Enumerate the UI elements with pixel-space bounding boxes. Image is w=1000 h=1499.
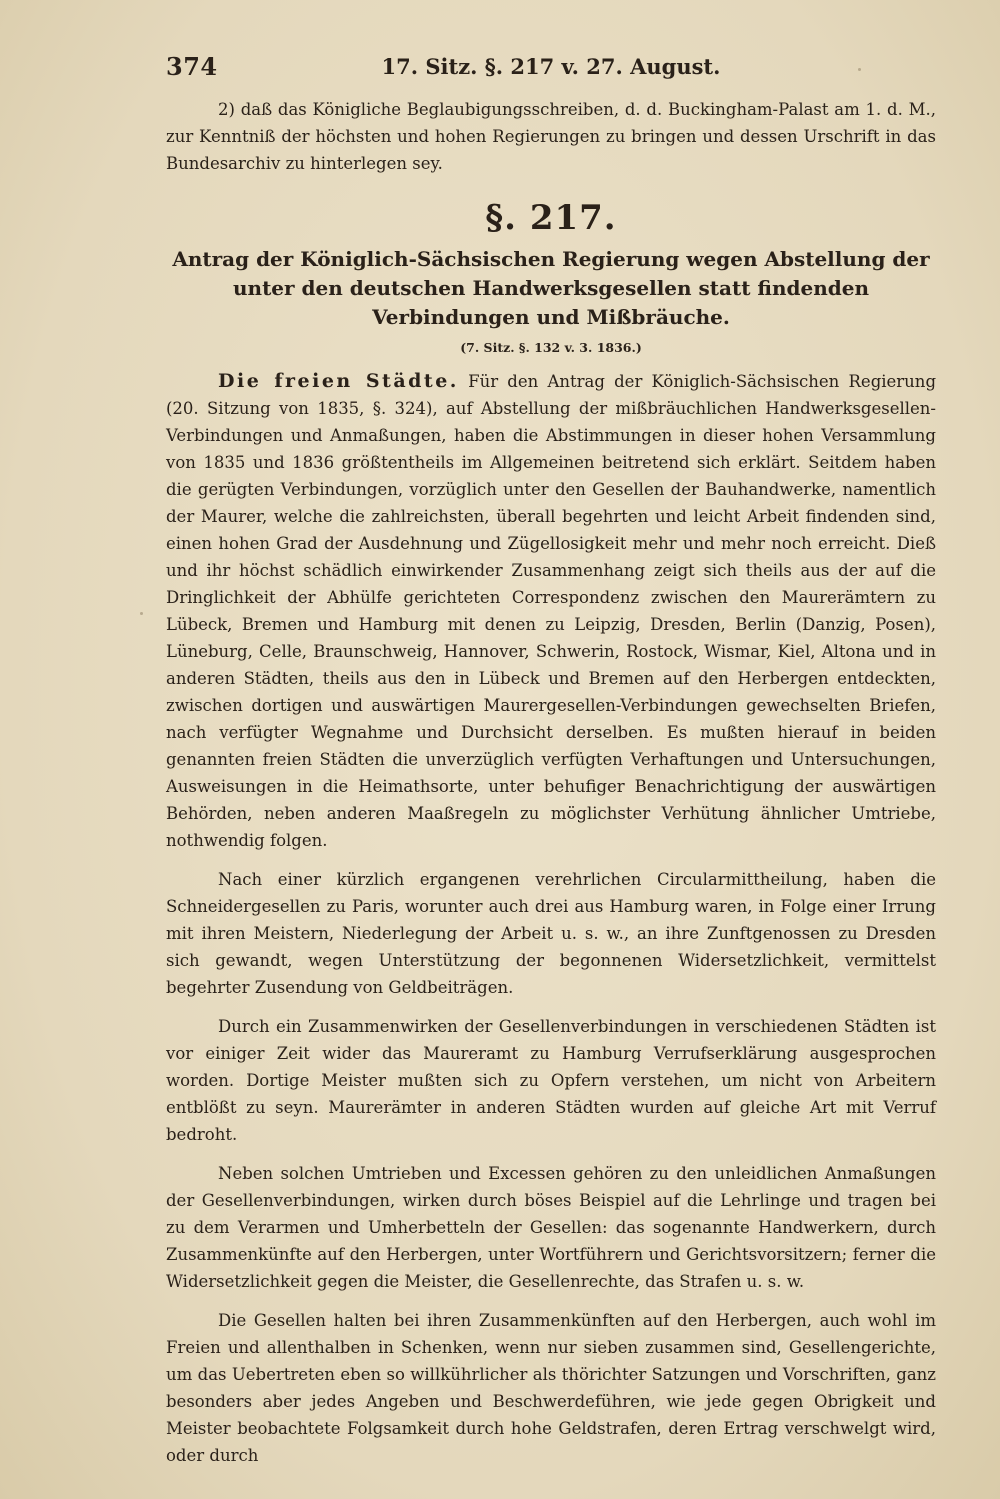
paragraph-5: Die Gesellen halten bei ihren Zusammenkünften auf den Herbergen, auch wohl im Freien und allenthalben in Schenken, wenn nur sieben zusammen sind, Gesellengerichte, um das Uebertreten eben so willkührlicher als thörichter Satzungen und Vorschriften, ganz besonders aber jedes Angeben und Beschwerdeführen, wie jede gegen Obrigkeit und Meister beobachtete Folgsamkeit durch hohe Geldstrafen, deren Ertrag verschwelgt wird, oder durch bbox=[166, 1311, 936, 1465]
paragraph-2: Nach einer kürzlich ergangenen verehrlichen Circularmittheilung, haben die Schneidergesellen zu Paris, worunter auch drei aus Hamburg waren, in Folge einer Irrung mit ihren Meistern, Niederlegung der Arbeit u. s. w., an ihre Zunftgenossen zu Dresden sich gewandt, wegen Unterstützung der begonnenen Widersetzlichkeit, vermittelst begehrter Zusendung von Geldbeiträgen. bbox=[166, 870, 936, 997]
paragraph-1 bbox=[166, 368, 936, 854]
running-head: 17. Sitz. §. 217 v. 27. August. bbox=[381, 54, 721, 79]
page-header bbox=[166, 52, 936, 82]
paragraph-4: Neben solchen Umtrieben und Excessen gehören zu den unleidlichen Anmaßungen der Gesellenverbindungen, wirken durch böses Beispiel auf die Lehrlinge und tragen bei zu dem Verarmen und Umherbetteln der Gesellen: das sogenannte Handwerkern, durch Zusammenkünfte auf den Herbergen, unter Wortführern und Gerichtsvorsitzern; ferner die Widersetzlichkeit gegen die Meister, die Gesellenrechte, das Strafen u. s. w. bbox=[166, 1164, 936, 1291]
continuation-paragraph: 2) daß das Königliche Beglaubigungsschreiben, d. d. Buckingham-Palast am 1. d. M., zur Kenntniß der höchsten und hohen Regierungen zu bringen und dessen Urschrift in das Bundesarchiv zu hinterlegen sey. bbox=[166, 100, 936, 173]
section-heading: Antrag der Königlich-Sächsischen Regierung wegen Abstellung der unter den deutschen Handwerksgesellen statt findenden Verbindungen und Mißbräuche. bbox=[172, 247, 930, 329]
section-number: §. 217. bbox=[485, 198, 617, 238]
paragraph-1-text: Für den Antrag der Königlich-Sächsischen Regierung (20. Sitzung von 1835, §. 324), auf Abstellung der mißbräuchlichen Handwerksgesellen-Verbindungen und Anmaßungen, haben die Abstimmungen in dieser hohen Versammlung von 1835 und 1836 größtentheils im Allgemeinen beitretend sich erklärt. Seitdem haben die gerügten Verbindungen, vorzüglich unter den Gesellen der Bauhandwerke, namentlich der Maurer, welche die zahlreichsten, überall begehrten und leicht Arbeit findenden sind, einen hohen Grad der Ausdehnung und Zügellosigkeit mehr und mehr noch erreicht. Dieß und ihr höchst schädlich einwirkender Zusammenhang zeigt sich theils aus der auf die Dringlichkeit der Abhülfe gerichteten Correspondenz zwischen den Maurerämtern zu Lübeck, Bremen und Hamburg mit denen zu Leipzig, Dresden, Berlin (Danzig, Posen), Lüneburg, Celle, Braunschweig, Hannover, Schwerin, Rostock, Wismar, Kiel, Altona und in anderen Städten, theils aus den in Lübeck und Bremen auf den Herbergen entdeckten, zwischen dortigen und auswärtigen Maurergesellen-Verbindungen gewechselten Briefen, nach verfügter Wegnahme und Durchsicht derselben. Es mußten hierauf in beiden genannten freien Städten die unverzüglich verfügten Verhaftungen und Untersuchungen, Ausweisungen in die Heimathsorte, unter behufiger Benachrichtigung der auswärtigen Behörden, neben anderen Maaßregeln zu möglichster Verhütung ähnlicher Umtriebe, nothwendig folgen. bbox=[166, 372, 936, 850]
section-reference: (7. Sitz. §. 132 v. 3. 1836.) bbox=[460, 340, 642, 355]
page-number: 374 bbox=[166, 52, 218, 81]
paragraph-lead-speaker: Die freien Städte. bbox=[218, 370, 459, 392]
paragraph-3: Durch ein Zusammenwirken der Gesellenverbindungen in verschiedenen Städten ist vor einiger Zeit wider das Maureramt zu Hamburg Verrufserklärung ausgesprochen worden. Dortige Meister mußten sich zu Opfern verstehen, um nicht von Arbeitern entblößt zu seyn. Maurerämter in anderen Städten wurden auf gleiche Art mit Verruf bedroht. bbox=[166, 1017, 936, 1144]
paper-speckle bbox=[140, 612, 143, 615]
page-body bbox=[166, 96, 936, 1469]
